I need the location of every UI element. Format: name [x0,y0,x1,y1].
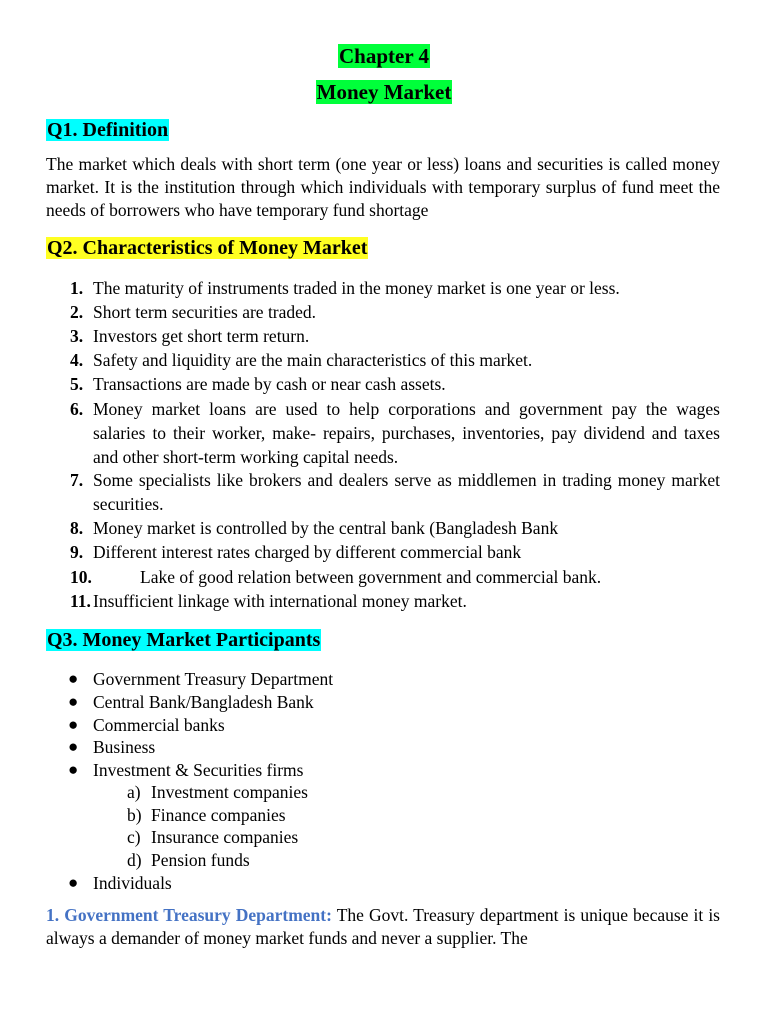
bullet-icon: ● [68,692,79,711]
bullet-icon: ● [68,760,79,779]
q2-heading: Q2. Characteristics of Money Market [47,237,368,259]
bullet-icon: ● [68,715,79,734]
section-1-lead: 1. Government Treasury Department: [46,905,332,925]
q1-heading: Q1. Definition [47,119,169,141]
chapter-label: Chapter 4 [338,44,430,68]
page-title: Money Market [316,80,452,104]
q3-heading: Q3. Money Market Participants [47,629,321,651]
bullet-icon: ● [68,737,79,756]
q1-definition-text: The market which deals with short term (one year or less) loans and securities is called money market. It is the institution through which individuals with temporary surplus of fund meet the needs of borrowers who have temporary fund shortage [46,154,720,220]
section-1-paragraph [46,904,720,950]
document-page: Chapter 4 Money Market Q1. Definition The market which deals with short term (one year or less) loans and securities is called money market. It is the institution through which individuals with temporary surplus of fund meet the needs of borrowers who have temporary fund shortage Q2. Characteristics of Money Market 1. The maturity of instruments traded in the money market is one year or less. 2. Short term securities are traded. 3. Investors get short term return. 4. Safety and liquidity are the main characteristics of this market. 5. Transactions are made by cash or near cash assets. 6. Money market loans are used to help corporations and government pay the wages salaries to their worker, make- repairs, purchases, inventories, pay dividend and taxes and other short-term working capital needs. 7. Some specialists like brokers and dealers serve as middlemen in trading money market securities. 8. Money market is controlled by the central bank (Bangladesh Bank 9. Different interest rates charged by different commercial bank 10. Lake of good relation between government and commercial bank. 11. Insufficient linkage with international money market. Q3. Money Market Participants ● Government Treasury Department ● Central Bank/Bangladesh Bank ● Commercial banks ● Business ● Investment & Securities firms a) Investment companies b) Finance companies c) Insurance companies d) Pension funds ● Individuals 1. Government Treasury Department: The Govt. Treasury department is unique because it is always a demander of money market funds and never a supplier. The [0,0,768,1024]
bullet-icon: ● [68,873,79,892]
bullet-icon: ● [68,669,79,688]
section-1-text: The Govt. Treasury department is unique because it is always a demander of money market funds and never a supplier. The [46,905,720,948]
